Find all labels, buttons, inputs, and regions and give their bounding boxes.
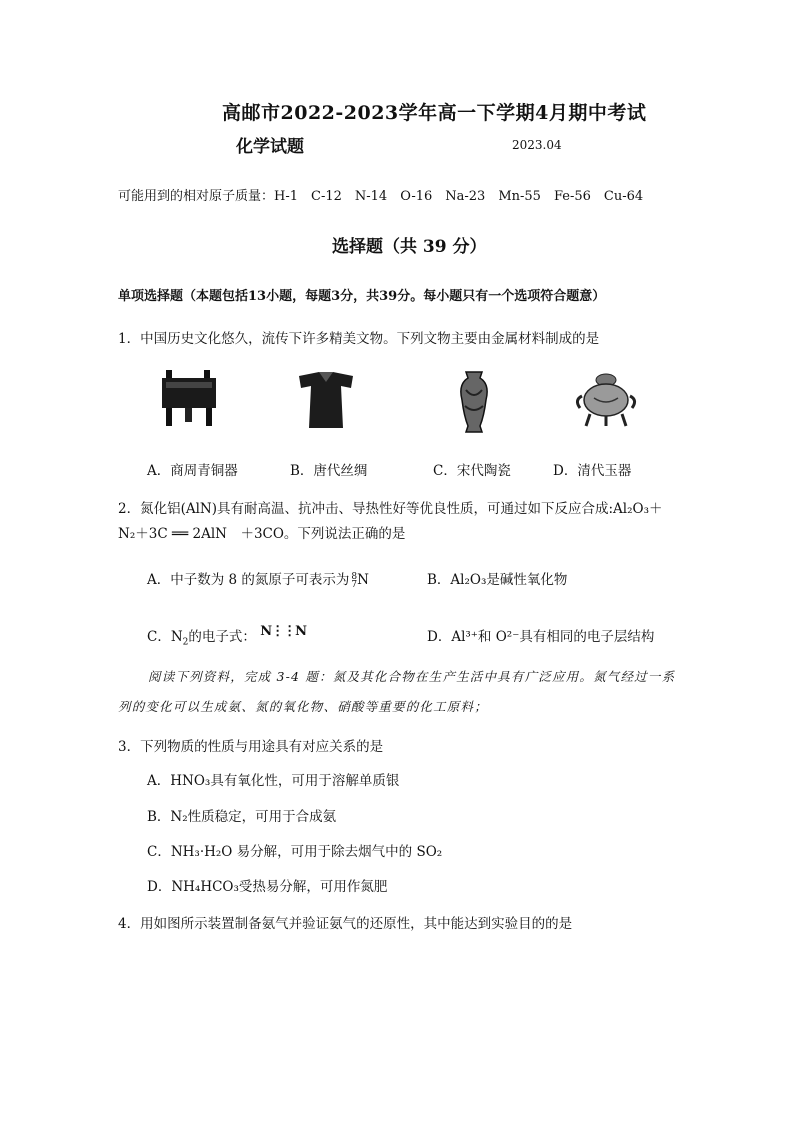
q2-option-a-mass: 8 [351,571,358,582]
silk-robe-icon [297,372,355,428]
q2-stem-line2: N₂＋3C ══ 2AlN ＋3CO。下列说法正确的是 [118,526,406,542]
q2-option-d: D．Al³⁺和 O²⁻具有相同的电子层结构 [427,629,655,645]
reading-line1: 阅读下列资料，完成 3-4 题：氮及其化合物在生产生活中具有广泛应用。氮气经过一系 [148,669,676,684]
section-title: 选择题（共 39 分） [332,237,487,257]
q2-option-a-proton: 7 [351,579,358,590]
q2-option-c-sub: 2 [182,637,189,648]
q3-option-b: B．N₂性质稳定，可用于合成氨 [147,809,337,825]
q2-option-a-symbol: N [357,572,369,588]
exam-date: 2023.04 [512,138,562,152]
q1-option-c: C．宋代陶瓷 [433,463,511,479]
section-instructions: 单项选择题（本题包括13小题，每题3分，共39分。每小题只有一个选项符合题意） [118,289,606,304]
page-subtitle: 化学试题 [236,137,304,157]
jade-vessel-icon [574,370,638,430]
q2-option-c-suffix: 的电子式： [188,629,256,645]
electron-formula: N⋮⋮N [260,624,306,639]
q4-stem: 4．用如图所示装置制备氨气并验证氨气的还原性，其中能达到实验目的的是 [118,916,573,932]
q3-option-c: C．NH₃·H₂O 易分解，可用于除去烟气中的 SO₂ [147,844,443,860]
porcelain-vase-icon [456,370,492,434]
q2-option-a [147,568,369,589]
q2-option-a-text: A．中子数为 8 的氮原子可表示为 [147,572,350,588]
q2-option-c-prefix: C．N [147,629,183,645]
q1-option-a: A．商周青铜器 [147,463,238,479]
q2-stem-line1: 2．氮化铝(AlN)具有耐高温、抗冲击、导热性好等优良性质，可通过如下反应合成:Al₂O₃＋ [118,501,663,517]
atomic-masses: 可能用到的相对原子质量：H-1 C-12 N-14 O-16 Na-23 Mn-55 Fe-56 Cu-64 [118,189,644,204]
q1-stem: 1．中国历史文化悠久，流传下许多精美文物。下列文物主要由金属材料制成的是 [118,331,600,347]
q2-option-c [147,625,306,648]
q1-option-b: B．唐代丝绸 [290,463,368,479]
q3-stem: 3．下列物质的性质与用途具有对应关系的是 [118,739,384,755]
q1-option-d: D．清代玉器 [553,463,632,479]
q2-option-b: B．Al₂O₃是碱性氧化物 [427,572,568,588]
reading-line2: 列的变化可以生成氨、氮的氧化物、硝酸等重要的化工原料； [118,699,488,714]
q3-option-d: D．NH₄HCO₃受热易分解，可用作氮肥 [147,879,388,895]
page-title: 高邮市2022-2023学年高一下学期4月期中考试 [222,102,647,124]
bronze-ding-icon [158,368,220,428]
q3-option-a: A．HNO₃具有氧化性，可用于溶解单质银 [147,773,400,789]
